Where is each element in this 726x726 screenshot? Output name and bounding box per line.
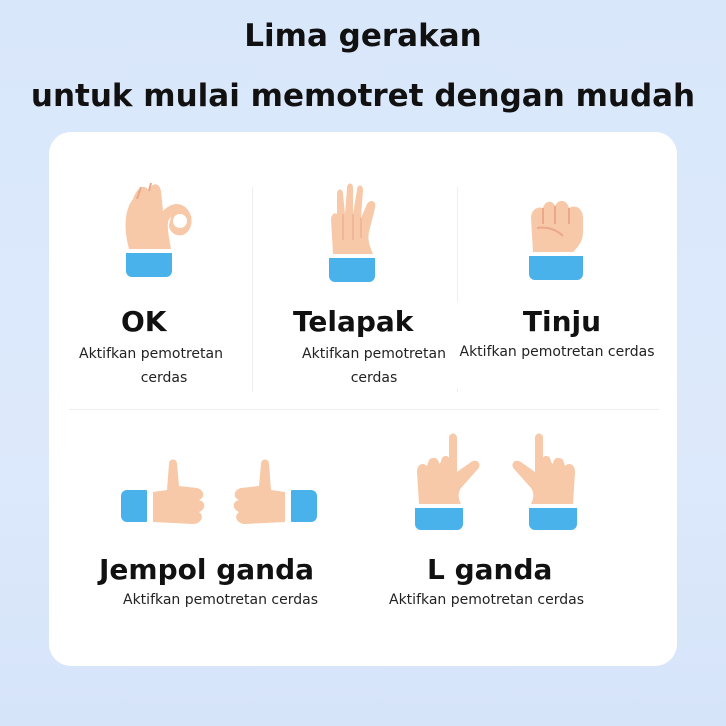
double-thumbs-label: [99, 550, 339, 610]
gesture-description: cerdas: [350, 370, 398, 386]
gesture-name: Tinju: [522, 305, 602, 338]
palm-label: [289, 302, 459, 388]
gesture-double-thumbs: [49, 410, 363, 666]
fist-label: [457, 302, 657, 362]
open-palm-icon: [321, 180, 401, 290]
double-l-hand-icon: [411, 432, 581, 534]
gesture-description: Aktifkan pemotretan cerdas: [459, 344, 655, 360]
gesture-ok: [49, 132, 253, 409]
ok-hand-icon: [119, 177, 199, 287]
gesture-double-l: [363, 410, 677, 666]
double-l-label: [377, 550, 617, 610]
gesture-card: [49, 132, 677, 666]
page-title: Lima gerakan: [244, 18, 482, 54]
gesture-description: Aktifkan pemotretan: [302, 346, 446, 362]
gesture-name: OK: [121, 305, 167, 338]
gesture-fist: [457, 132, 677, 409]
fist-icon: [523, 192, 593, 287]
gesture-name: Jempol ganda: [99, 553, 315, 586]
gesture-description: Aktifkan pemotretan cerdas: [123, 592, 318, 608]
gesture-name: Telapak: [293, 305, 414, 338]
gesture-name: L ganda: [427, 553, 553, 586]
gesture-description: cerdas: [140, 370, 188, 386]
double-thumbs-up-icon: [119, 454, 319, 529]
gesture-palm: [253, 132, 457, 409]
ok-label: [79, 302, 249, 388]
gesture-description: Aktifkan pemotretan: [79, 346, 223, 362]
gesture-description: Aktifkan pemotretan cerdas: [389, 592, 584, 608]
page-subtitle: untuk mulai memotret dengan mudah: [30, 78, 696, 114]
